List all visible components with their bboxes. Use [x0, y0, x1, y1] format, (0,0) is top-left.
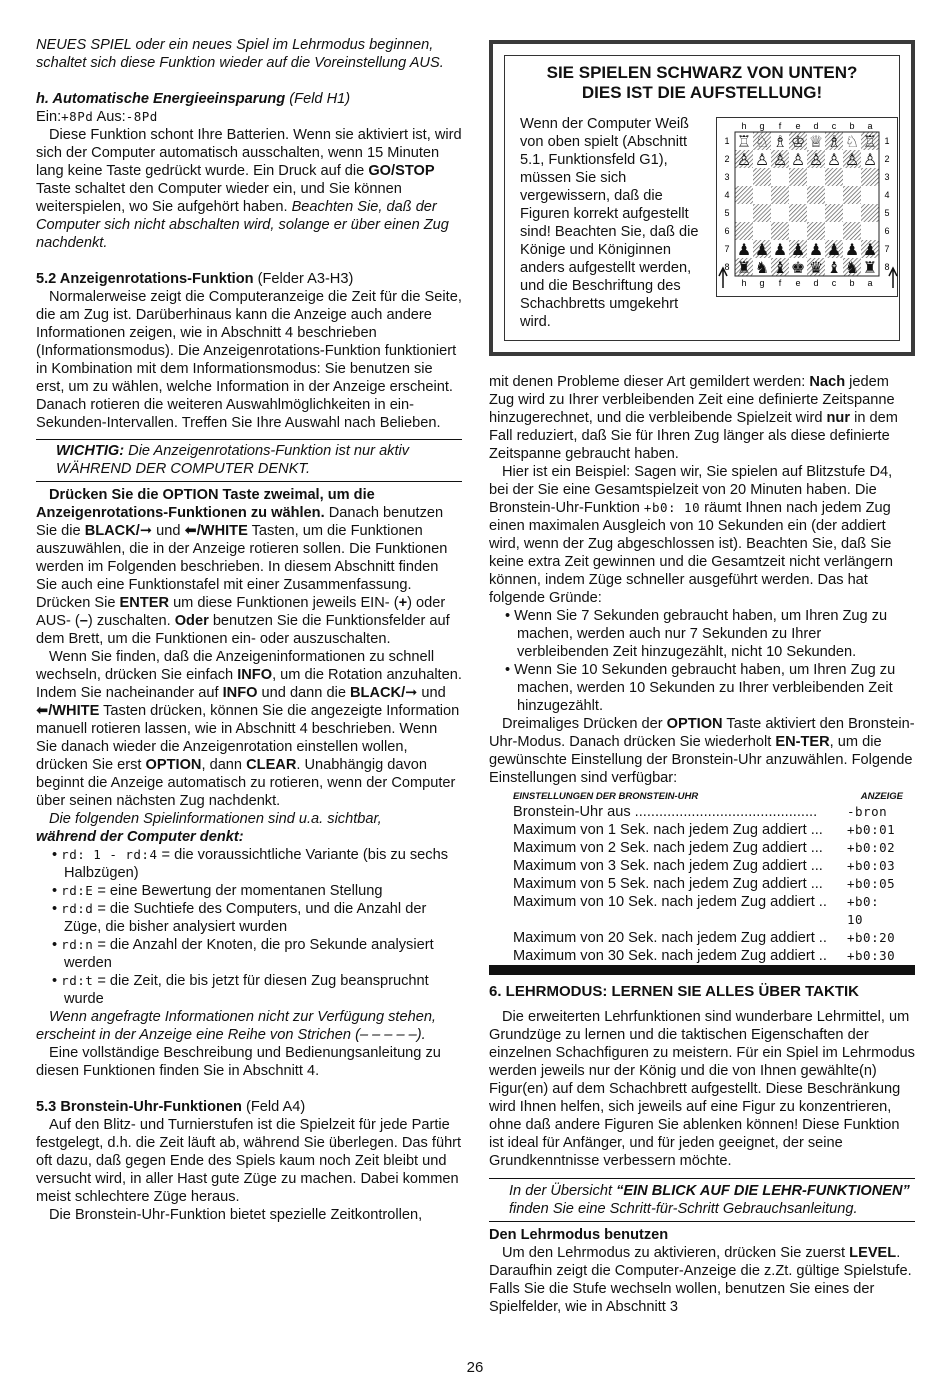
board-square: [753, 204, 771, 222]
file-label: b: [849, 121, 855, 131]
section-6-paragraph: Die erweiterten Lehrfunktionen sind wunderbare Lehrmittel, um Grundzüge zu lernen und die taktischen Eigenschaften der einzelnen Schachfiguren zu meistern. Für ein Spiel im Lehrmodus werden jeweils nur der König und die von Ihnen gewählte(n) Figur(en) auf dem Schachbrett aufgestellt. Diese Beschränkung wird Ihnen helfen, sich jeweils auf eine Figur zu konzentrieren, ohne daß andere Figuren Sie ablenken können! Diese Funktion ist ideal für Anfänger, und für jeden geeignet, der seine Grundkenntnisse verbessern möchte.: [489, 1009, 915, 1169]
box-title: SIE SPIELEN SCHWARZ VON UNTEN? DIES IST DIE AUFSTELLUNG!: [546, 63, 858, 102]
board-square: [807, 186, 825, 204]
bronstein-table: [489, 803, 915, 965]
board-square: [843, 222, 861, 240]
rank-label: 2: [724, 154, 730, 164]
chess-piece: ♙: [772, 150, 788, 169]
example-paragraph: Hier ist ein Beispiel: Sagen wir, Sie spielen auf Blitzstufe D4, bei der Sie eine Gesamtspielzeit von 20 Minuten haben. Die Bronstein-Uhr-Funktion +b0: 10 räumt Ihnen nach jedem Zug einen maximalen Ausgleich von 10 Sekunden ein (der addiert wird, wenn der Zug abgeschlossen ist). Beachten Sie, daß Sie keine extra Zeit gewinnen und die Gesamtzeit nicht verlängern können, indem Züge schneller ausgeführt werden. Das hat folgende Gründe:: [489, 464, 893, 606]
chess-piece: ♙: [844, 150, 860, 169]
paragraph-new-game: NEUES SPIEL oder ein neues Spiel im Lehrmodus beginnen, schaltet sich diese Funktion wieder auf die Voreinstellung AUS.: [36, 37, 444, 71]
rank-label: 1: [884, 136, 890, 146]
board-square: [789, 222, 807, 240]
board-square: [843, 204, 861, 222]
chess-piece: ♜: [736, 258, 752, 277]
board-square: [735, 168, 753, 186]
box-text: Wenn der Computer Weiß von oben spielt (Abschnitt 5.1, Funktionsfeld G1), müssen Sie sich vergewissern, daß die Figuren korrekt aufgestellt sind! Beachten Sie, daß die Könige und Königinnen anders aufgestellt werden, und die Beschriftung des Schachbretts umgekehrt wird.: [520, 116, 699, 330]
rank-label: 5: [884, 208, 890, 218]
left-column: [36, 36, 462, 1224]
list-item: • rd: 1 - rd:4 = die voraussichtliche Variante (bis zu sechs Halbzügen): [52, 847, 449, 881]
bronstein-table-header: EINSTELLUNGEN DER BRONSTEIN-UHR ANZEIGE: [513, 791, 903, 802]
board-square: [771, 186, 789, 204]
board-square: [861, 168, 879, 186]
info-paragraph: Wenn Sie finden, daß die Anzeigeninformationen zu schnell wechseln, drücken Sie einfach INFO, um die Rotation anzuhalten. Indem Sie nacheinander auf INFO und dann die BLACK/➞ und ⬅/WHITE Tasten drücken, können Sie die angezeigte Information manuell rotieren lassen, wie in Abschnitt 4 beschrieben. Wenn Sie danach wieder die Anzeigenrotation einstellen wollen, drücken Sie erst OPTION, dann CLEAR. Unabhängig davon beginnt die Anzeige automatisch zu rotieren, wenn der Computer über seinen nächsten Zug nachdenkt.: [36, 649, 462, 809]
board-square: [807, 168, 825, 186]
table-row: Maximum von 3 Sek. nach jedem Zug addiert ... +b0:03: [513, 858, 896, 874]
rank-label: 1: [724, 136, 730, 146]
subsection-heading: Den Lehrmodus benutzen: [489, 1227, 669, 1243]
info-list-intro: Die folgenden Spielinformationen sind u.a. sichtbar, während der Computer denkt:: [36, 811, 382, 845]
file-label: e: [795, 278, 801, 288]
chess-piece: ♚: [790, 258, 806, 277]
right-column-lower: [489, 983, 915, 1316]
list-item: • rd:E = eine Bewertung der momentanen Stellung: [52, 883, 383, 899]
board-square: [789, 168, 807, 186]
section-divider-bar: [489, 965, 915, 975]
rank-label: 6: [724, 226, 730, 236]
dashes-paragraph: Wenn angefragte Informationen nicht zur Verfügung stehen, erscheint in der Anzeige eine Reihe von Strichen (– – – – –).: [36, 1009, 436, 1043]
section-5-3-paragraph: Auf den Blitz- und Turnierstufen ist die Spielzeit für jede Partie festgelegt, d.h. die Zeit läuft ab, während Sie überlegen. Das führt oft dazu, daß gegen Ende des Spiels kaum noch Zeit bleibt und versucht wird, in aller Hast gute Züge zu machen. Dabei kommen meist schlechtere Züge heraus.: [36, 1117, 462, 1205]
table-row: Maximum von 30 Sek. nach jedem Zug addiert .. +b0:30: [513, 948, 896, 964]
file-label: d: [813, 121, 819, 131]
right-column: [489, 373, 915, 965]
rank-label: 8: [724, 262, 730, 272]
chess-piece: ♙: [808, 150, 824, 169]
chess-piece: ♗: [772, 132, 788, 151]
chess-piece: ♝: [772, 258, 788, 277]
chessboard-diagram: [716, 117, 898, 297]
rank-label: 4: [724, 190, 730, 200]
board-square: [843, 168, 861, 186]
chess-piece: ♙: [754, 150, 770, 169]
board-square: [825, 186, 843, 204]
board-square: [771, 168, 789, 186]
subsection-paragraph: Um den Lehrmodus zu aktivieren, drücken Sie zuerst LEVEL. Daraufhin zeigt die Computer-Anzeige die z.Zt. gültige Spielstufe. Falls Sie die Stufe wechseln wollen, benutzen Sie eines der Spielfelder, wie in Abschnitt 3: [489, 1245, 912, 1315]
energy-paragraph: Diese Funktion schont Ihre Batterien. Wenn sie aktiviert ist, wird sich der Computer automatisch ausschalten, wenn 15 Minuten lang keine Taste gedrückt wurde. Ein Druck auf die GO/STOP Taste schaltet den Computer wieder ein, und Sie können weiterspielen, wo Sie aufgehört haben. Beachten Sie, daß der Computer sich nicht abschalten wird, solange er über einen Zug nachdenkt.: [36, 127, 462, 251]
section-5-3-heading: 5.3 Bronstein-Uhr-Funktionen (Feld A4): [36, 1099, 306, 1115]
rank-label: 2: [884, 154, 890, 164]
chess-piece: ♟: [790, 240, 806, 259]
table-row: Bronstein-Uhr aus ............................................. -bron: [513, 804, 888, 820]
board-square: [753, 168, 771, 186]
rank-label: 7: [884, 244, 890, 254]
chess-piece: ♟: [808, 240, 824, 259]
table-row: Maximum von 1 Sek. nach jedem Zug addiert ... +b0:01: [513, 822, 896, 838]
board-square: [861, 204, 879, 222]
board-square: [735, 222, 753, 240]
board-square: [825, 204, 843, 222]
board-square: [861, 186, 879, 204]
arrow-right: [889, 268, 897, 288]
rank-label: 7: [724, 244, 730, 254]
chess-piece: ♞: [754, 258, 770, 277]
list-item: • rd:n = die Anzahl der Knoten, die pro Sekunde analysiert werden: [52, 937, 434, 971]
board-square: [753, 222, 771, 240]
table-row: Maximum von 2 Sek. nach jedem Zug addiert ... +b0:02: [513, 840, 896, 856]
rank-label: 6: [884, 226, 890, 236]
chess-piece: ♟: [844, 240, 860, 259]
board-square: [753, 186, 771, 204]
board-square: [735, 204, 753, 222]
file-label: h: [741, 278, 747, 288]
section-6-heading: 6. LEHRMODUS: LERNEN SIE ALLES ÜBER TAKTIK: [489, 983, 860, 1000]
overview-note: In der Übersicht “EIN BLICK AUF DIE LEHR-FUNKTIONEN” finden Sie eine Schritt-für-Schritt Gebrauchsanleitung.: [489, 1178, 915, 1222]
page-number: 26: [466, 1359, 484, 1374]
bronstein-paragraph: mit denen Probleme dieser Art gemildert werden: Nach jedem Zug wird zu Ihrer verbleibenden Zeit eine definierte Zeitspanne hinzugerechnet, und die verbleibende Spielzeit wird nur in dem Fall reduziert, daß Sie für Ihren Zug länger als diese definierte Zeitspanne gebraucht haben.: [489, 374, 898, 462]
chess-piece: ♙: [826, 150, 842, 169]
board-square: [771, 222, 789, 240]
file-label: f: [778, 278, 782, 288]
file-label: g: [759, 278, 765, 288]
chess-piece: ♞: [844, 258, 860, 277]
file-label: c: [831, 278, 837, 288]
list-item: • Wenn Sie 7 Sekunden gebraucht haben, um Ihren Zug zu machen, werden auch nur 7 Sekunden zu Ihrer verbleibenden Zeit hinzugezählt, nicht 10 Sekunden.: [505, 608, 888, 660]
board-square: [789, 186, 807, 204]
rank-label: 8: [884, 262, 890, 272]
chess-piece: ♙: [736, 150, 752, 169]
board-square: [807, 204, 825, 222]
board-square: [771, 204, 789, 222]
energy-heading: h. Automatische Energieeinsparung (Feld H1): [36, 91, 351, 107]
list-item: • Wenn Sie 10 Sekunden gebraucht haben, um Ihren Zug zu machen, werden 10 Sekunden zu Ihrer verbleibenden Zeit hinzugezählt.: [505, 662, 896, 714]
energy-settings: Ein:+8Pd Aus:-8Pd: [36, 109, 158, 125]
file-label: g: [759, 121, 765, 131]
file-label: d: [813, 278, 819, 288]
table-row: Maximum von 10 Sek. nach jedem Zug addiert .. +b0: 10: [513, 894, 880, 927]
full-description-paragraph: Eine vollständige Beschreibung und Bedienungsanleitung zu diesen Funktionen finden Sie in Abschnitt 4.: [36, 1045, 441, 1079]
chess-piece: ♖: [736, 132, 752, 151]
chess-piece: ♙: [862, 150, 878, 169]
chessboard-svg: [717, 118, 899, 298]
chess-piece: ♖: [862, 132, 878, 151]
file-label: a: [867, 121, 873, 131]
rank-label: 4: [884, 190, 890, 200]
board-square: [843, 186, 861, 204]
file-label: b: [849, 278, 855, 288]
file-label: e: [795, 121, 801, 131]
chess-piece: ♔: [790, 132, 806, 151]
chess-piece: ♘: [754, 132, 770, 151]
chess-piece: ♝: [826, 258, 842, 277]
file-label: c: [831, 121, 837, 131]
chess-piece: ♕: [808, 132, 824, 151]
black-setup-box: [489, 40, 915, 356]
chess-piece: ♟: [736, 240, 752, 259]
rank-label: 5: [724, 208, 730, 218]
board-square: [807, 222, 825, 240]
chess-piece: ♘: [844, 132, 860, 151]
file-label: h: [741, 121, 747, 131]
rank-label: 3: [884, 172, 890, 182]
table-row: Maximum von 20 Sek. nach jedem Zug addiert .. +b0:20: [513, 930, 896, 946]
section-5-2-heading: 5.2 Anzeigenrotations-Funktion (Felder A3-H3): [36, 271, 354, 287]
important-note: WICHTIG: Die Anzeigenrotations-Funktion ist nur aktiv WÄHREND DER COMPUTER DENKT.: [36, 439, 462, 482]
board-square: [735, 186, 753, 204]
board-square: [861, 222, 879, 240]
chess-piece: ♙: [790, 150, 806, 169]
chess-piece: ♟: [862, 240, 878, 259]
rank-label: 3: [724, 172, 730, 182]
list-item: • rd:d = die Suchtiefe des Computers, und die Anzahl der Züge, die bisher analysiert wurden: [52, 901, 427, 935]
chess-piece: ♟: [754, 240, 770, 259]
chess-piece: ♟: [826, 240, 842, 259]
chess-piece: ♗: [826, 132, 842, 151]
file-label: a: [867, 278, 873, 288]
chess-piece: ♛: [808, 258, 824, 277]
section-5-2-paragraph: Normalerweise zeigt die Computeranzeige die Zeit für die Seite, die am Zug ist. Darüberhinaus kann die Anzeige auch andere Informationen zeigen, wie in Abschnitt 4 beschrieben (Informationsmodus). Die Anzeigenrotations-Funktion funktioniert in Kombination mit dem Informationsmodus: Sie benutzen sie erst, um zu wählen, welche Information in der Anzeige erscheint. Danach rotieren die weiteren Auswahlmöglichkeiten in ein-Sekunden-Intervallen. Treffen Sie Ihre Auswahl nach Belieben.: [36, 289, 462, 431]
chess-piece: ♜: [862, 258, 878, 277]
board-square: [789, 204, 807, 222]
section-5-3-paragraph-2: Die Bronstein-Uhr-Funktion bietet spezielle Zeitkontrollen,: [49, 1207, 423, 1223]
file-label: f: [778, 121, 782, 131]
table-row: Maximum von 5 Sek. nach jedem Zug addiert ... +b0:05: [513, 876, 896, 892]
option-three-paragraph: Dreimaliges Drücken der OPTION Taste aktiviert den Bronstein-Uhr-Modus. Danach drücken Sie wiederholt EN-TER, um die gewünschte Einstellung der Bronstein-Uhr anzuwählen. Folgende Einstellungen sind verfügbar:: [489, 716, 915, 786]
option-paragraph: Drücken Sie die OPTION Taste zweimal, um die Anzeigenrotations-Funktionen zu wählen. Danach benutzen Sie die BLACK/➞ und ⬅/WHITE Tasten, um die Funktionen auszuwählen, die in der Anzeige rotieren sollen. Die Funktionen werden im Folgenden beschrieben. In diesem Abschnitt finden Sie auch eine Funktionstafel mit einer Zusammenfassung. Drücken Sie ENTER um diese Funktionen jeweils EIN- (+) oder AUS- (–) zuschalten. Oder benutzen Sie die Funktionsfelder auf dem Brett, um die Funktionen ein- oder auszuschalten.: [36, 487, 450, 647]
board-square: [825, 222, 843, 240]
chess-piece: ♟: [772, 240, 788, 259]
info-bullet-list: [36, 846, 462, 1008]
board-square: [825, 168, 843, 186]
list-item: • rd:t = die Zeit, die bis jetzt für diesen Zug beanspruchnt wurde: [52, 973, 429, 1007]
